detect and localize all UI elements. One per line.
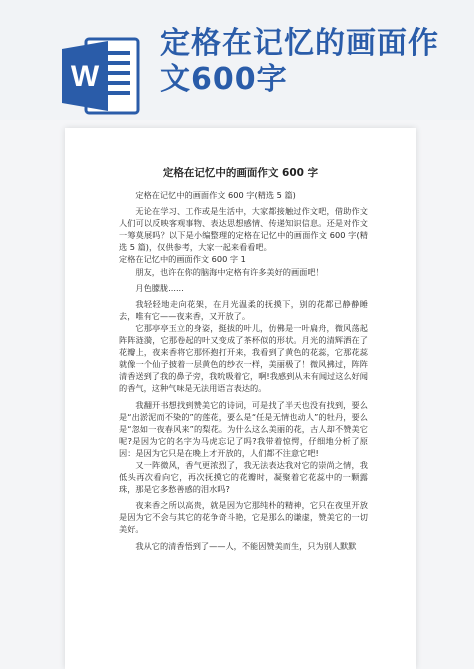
document-body — [119, 189, 368, 552]
paragraph: 它那亭亭玉立的身姿，挺拔的叶儿，仿佛是一叶扁舟，微风荡起阵阵涟漪，它那卷起的叶又变成了茶杯似的形状。月光的清辉洒在了花瓣上，夜来香将它那怀抱打开来，我看到了黄色的花蕊，它那花蕊就像一个仙子披着一层黄色的纱衣一样，美丽极了！微风拂过，阵阵清香送到了我的鼻子旁，我吮吸着它，啊!我感到从未有闻过这么好闻的香气，这种气味是无法用语言表达的。 — [119, 322, 368, 394]
document-page — [65, 128, 416, 669]
paragraph: 朋友，也许在你的脑海中定格有许多美好的画面吧！ — [135, 266, 324, 277]
paragraph: 定格在记忆中的画面作文 600 字(精选 5 篇) — [135, 190, 296, 200]
section-heading: 定格在记忆中的画面作文 600 字 1 — [119, 254, 246, 265]
paragraph: 我翻开书想找到赞美它的诗词，可是找了半天也没有找到，要么是“出淤泥而不染的”的莲花，要么是“任是无情也动人”的牡丹，要么是“忽如一夜春风来”的梨花。为什么这么美丽的花，古人却不赞美它呢?是因为它的名字为马虎忘记了吗?我带着惊愕，仔细地分析了原因：是因为它只是在晚上才开放的，人们都不注意它吧! — [119, 399, 368, 458]
page-header — [0, 0, 474, 120]
header-title: 定格在记忆的画面作文600字 — [160, 26, 439, 97]
paragraph: 夜来香之所以高贵，就是因为它那纯朴的精神，它只在夜里开放是因为它不会与其它的花争奇斗艳，它是那么的谦虚，赞美它的一切美好。 — [119, 500, 368, 535]
paragraph: 我轻轻地走向花架，在月光温柔的抚摸下，别的花都已静静睡去，唯有它——夜来香，又开放了。 — [119, 298, 368, 321]
paragraph: 无论在学习、工作或是生活中，大家都接触过作文吧，借助作文人们可以反映客观事物、表达思想感情、传递知识信息。还是对作文一筹莫展吗？以下是小编整理的定格在记忆中的画面作文 600 字(精选 5 篇)，仅供参考，大家一起来看看吧。 — [119, 206, 368, 253]
paragraph: 我从它的清香悟到了——人，不能因赞美而生，只为别人默默 — [135, 540, 357, 551]
svg-text:W: W — [70, 60, 100, 93]
document-title: 定格在记忆中的画面作文 600 字 — [162, 167, 319, 179]
paragraph: 月色朦胧...... — [135, 282, 184, 293]
paragraph: 又一阵微风，香气更浓烈了，我无法表达我对它的崇尚之情，我低头再次看向它，再次抚摸它的花瓣时，凝聚着它花蕊中的一颗露珠，那是它多愁善感的泪水吗? — [119, 459, 368, 495]
word-document-icon — [62, 37, 140, 115]
